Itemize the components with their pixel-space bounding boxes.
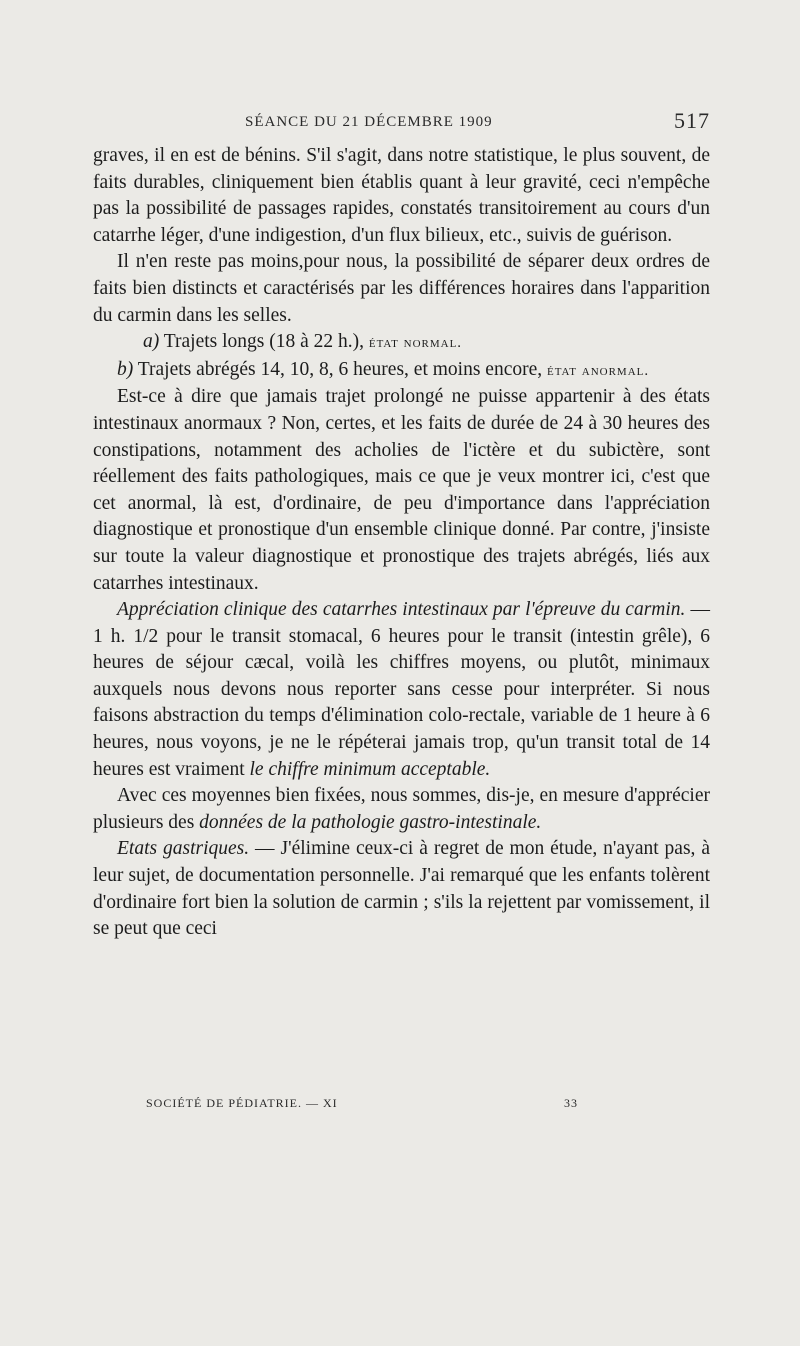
page-footer [146,1096,706,1111]
list-state-b: état anormal. [547,362,650,379]
paragraph-5-text: Avec ces moyennes bien fixées, nous sommes, dis-je, en mesure d'apprécier plusieurs des [93,785,710,833]
footer-signature: 33 [564,1096,578,1110]
paragraph-4 [93,597,710,783]
paragraph-4-emphasis: le chiffre minimum acceptable. [249,758,491,780]
list-item-b [93,357,710,385]
section-heading-appreciation: Appréciation clinique des catarrhes intestinaux par l'épreuve du carmin. [117,599,686,621]
paragraph-6 [93,836,710,942]
footer-society: SOCIÉTÉ DE PÉDIATRIE. — XI [146,1096,338,1110]
paragraph-5 [93,783,710,836]
list-item-a [93,329,710,357]
list-label-b: b) [117,358,134,380]
section-heading-etats-gastriques: Etats gastriques. [117,838,250,860]
list-label-a: a) [143,331,160,353]
body-text [93,143,710,943]
paragraph-5-emphasis: données de la pathologie gastro-intestinale. [199,811,542,833]
paragraph-3: Est-ce à dire que jamais trajet prolongé ne puisse appartenir à des états intestinaux anormaux ? Non, certes, et les faits de durée de 24 à 30 heures des constipations, notamment des acholies de l'ictère et du subictère, sont réellement des faits pathologiques, mais ce que je veux montrer ici, c'est que cet anormal, là est, d'ordinaire, de peu d'importance dans l'appréciation diagnostique et pronostique d'un ensemble clinique donné. Par contre, j'insiste sur toute la valeur diagnostique et pronostique des trajets abrégés, liés aux catarrhes intestinaux. [93,386,710,594]
list-text-b: Trajets abrégés 14, 10, 8, 6 heures, et moins encore, [133,358,547,380]
paragraph-4-text: — 1 h. 1/2 pour le transit stomacal, 6 heures pour le transit (intestin grêle), 6 heures de séjour cæcal, voilà les chiffres moyens, ou plutôt, minimaux auxquels nous devons nous reporter sans cesse pour interpréter. Si nous faisons abstraction du temps d'élimination colo-rectale, variable de 1 heure à 6 heures, nous voyons, je ne le répéterai jamais trop, qu'un transit total de 14 heures est vraiment [93,599,710,780]
list-text-a: Trajets longs (18 à 22 h.), [159,331,369,353]
paragraph-1: graves, il en est de bénins. S'il s'agit, dans notre statistique, le plus souvent, de faits durables, cliniquement bien établis quant à leur gravité, ceci n'empêche pas la possibilité de passages rapides, constatés transitoirement au cours d'un catarrhe léger, d'une indigestion, d'un flux bilieux, etc., suivis de guérison. [93,145,710,246]
list-state-a: état normal. [368,335,463,352]
page-number: 517 [674,108,710,133]
paragraph-2: Il n'en reste pas moins,pour nous, la possibilité de séparer deux ordres de faits bien distincts et caractérisés par les différences horaires dans l'apparition du carmin dans les selles. [93,251,710,326]
running-head [90,108,710,133]
paragraph-6-text: — J'élimine ceux-ci à regret de mon étude, n'ayant pas, à leur sujet, de documentation personnelle. J'ai remarqué que les enfants tolèrent d'ordinaire fort bien la solution de carmin ; s'ils la rejettent par vomissement, il se peut que ceci [93,838,710,940]
header-title: SÉANCE DU 21 DÉCEMBRE 1909 [245,114,493,130]
